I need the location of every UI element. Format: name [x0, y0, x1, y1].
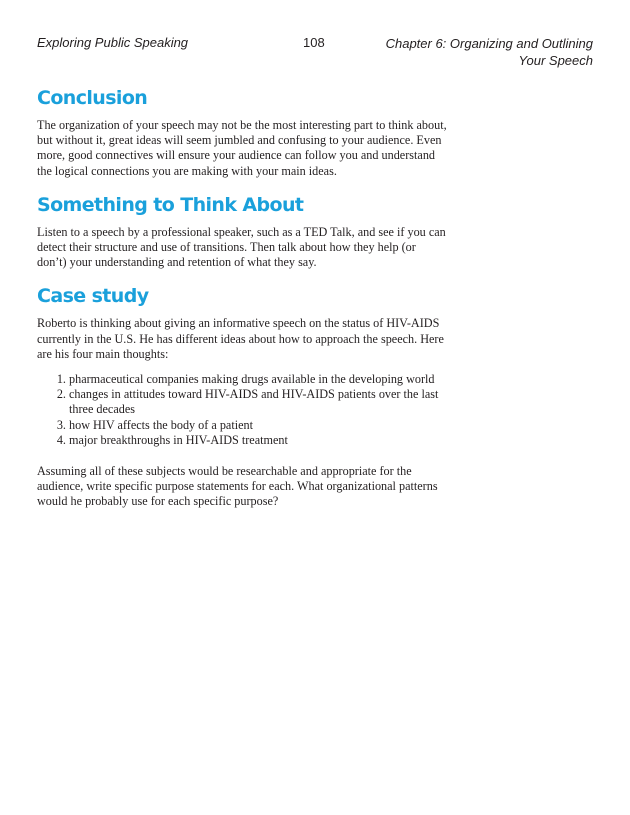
running-header	[37, 35, 593, 69]
case-study-section	[37, 284, 447, 509]
case-study-question: Assuming all of these subjects would be researchable and appropriate for the audience, write specific purpose statements for each. What organizational patterns would he probably use for each specific purpose?	[37, 464, 438, 509]
think-heading: Something to Think About	[37, 193, 304, 216]
chapter-title	[363, 35, 593, 69]
think-paragraph: Listen to a speech by a professional speaker, such as a TED Talk, and see if you can detect their structure and use of transitions. Then talk about how they help (or don’t) your understanding and retention of what they say.	[37, 224, 446, 270]
conclusion-section	[37, 86, 447, 179]
chapter-title-line-2: Your Speech	[518, 53, 593, 68]
book-title: Exploring Public Speaking	[37, 35, 189, 50]
conclusion-paragraph: The organization of your speech may not be the most interesting part to think about, but without it, great ideas will seem jumbled and confusing to your audience. Even more, good connectives will ensure your audience can follow you and understand the logical connections you are making with your main ideas.	[37, 118, 447, 178]
page-content	[37, 86, 447, 524]
list-item: 1. pharmaceutical companies making drugs available in the developing world	[69, 372, 447, 387]
list-item: 3. how HIV affects the body of a patient	[69, 418, 447, 433]
page-number: 108	[303, 35, 325, 50]
chapter-title-line-1: Chapter 6: Organizing and Outlining	[385, 36, 593, 51]
case-study-heading: Case study	[37, 285, 149, 308]
list-item: 2. changes in attitudes toward HIV-AIDS and HIV-AIDS patients over the last three decades	[69, 387, 447, 417]
list-item: 4. major breakthroughs in HIV-AIDS treatment	[69, 433, 447, 448]
case-study-intro: Roberto is thinking about giving an informative speech on the status of HIV-AIDS currently in the U.S. He has different ideas about how to approach the speech. Here are his four main thoughts:	[37, 316, 444, 361]
think-section	[37, 193, 447, 271]
conclusion-heading: Conclusion	[37, 87, 148, 109]
case-study-list	[37, 372, 447, 448]
